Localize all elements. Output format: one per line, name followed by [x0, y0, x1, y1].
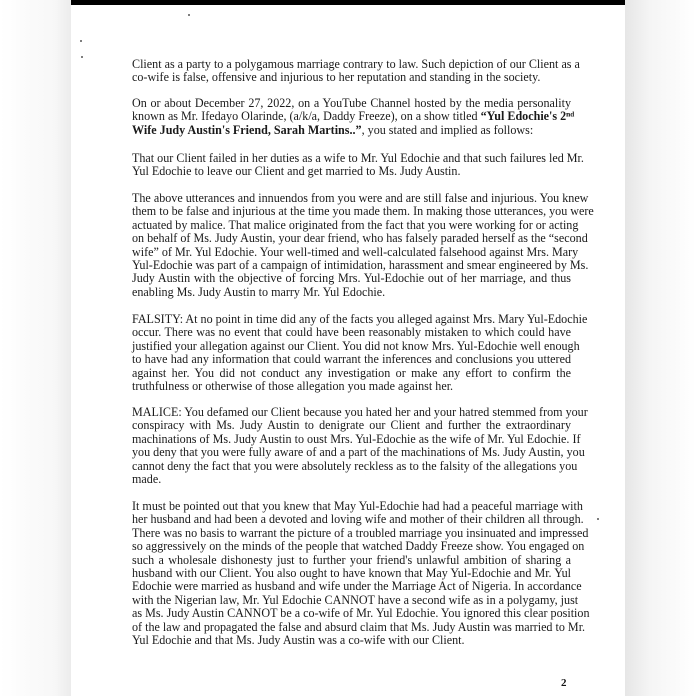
- scan-speck: [80, 40, 82, 42]
- text-line: so aggressively on the minds of the people that watched Daddy Freeze show. You engaged on: [132, 539, 585, 554]
- scan-speck: [188, 14, 190, 16]
- text-line: co-wife is false, offensive and injurious to her reputation and standing in the society.: [132, 70, 541, 85]
- text-line: wife” of Mr. Yul Edochie. Your well-timed and well-calculated falsehood against Mrs. Mary: [132, 244, 579, 259]
- text-line: It must be pointed out that you knew that May Yul-Edochie had had a peaceful marriage with: [132, 499, 583, 513]
- page-number: 2: [561, 677, 567, 689]
- paragraph: [132, 312, 588, 393]
- text-line: Yul Edochie and that Ms. Judy Austin was a co-wife with our Client.: [132, 632, 465, 647]
- text-line: her husband and had been a devoted and loving wife and mother of their children all through.: [132, 512, 584, 527]
- text-line: Yul-Edochie was part of a campaign of intimidation, harassment and smear engineered by Ms.: [132, 257, 589, 272]
- paragraph: [132, 57, 580, 85]
- text-line: conspiracy with Ms. Judy Austin to denigrate our Client and further the extraordinary: [132, 418, 571, 433]
- paragraph: [132, 151, 584, 179]
- text-line: [132, 109, 575, 124]
- text-line: them to be false and injurious at the time you made them. In making those utterances, you were: [132, 204, 594, 219]
- text-line: cannot deny the fact that you were absolutely reckless as to the falsity of the allegations you: [132, 458, 578, 473]
- text-line: such a wholesale dishonesty just to further your friend's unlawful ambition of sharing a: [132, 552, 571, 567]
- text-line: made.: [132, 471, 162, 486]
- text-line: with the Nigerian law, Mr. Yul Edochie CANNOT have a second wife as in a polygamy, just: [132, 592, 579, 607]
- paragraph: [132, 191, 594, 299]
- text-line: you deny that you were fully aware of and a part of the machinations of Ms. Judy Austin, you: [132, 445, 585, 460]
- text-segment: known as Mr. Ifedayo Olarinde, (a/k/a, Daddy Freeze), on a show titled: [132, 109, 481, 124]
- text-line: occur. There was no event that could have been reasonably mistaken to which could have: [132, 325, 571, 340]
- text-line: Client as a party to a polygamous marriage contrary to law. Such depiction of our Client as a: [132, 57, 580, 71]
- scan-speck: [81, 56, 83, 58]
- text-line: FALSITY: At no point in time did any of the facts you alleged against Mrs. Mary Yul-Edochie: [132, 312, 588, 326]
- text-line: machinations of Ms. Judy Austin to oust Mrs. Yul-Edochie as the wife of Mr. Yul Edochie. If: [132, 431, 581, 446]
- text-line: to have had any information that could warrant the inferences and conclusions you uttered: [132, 352, 571, 367]
- text-line: The above utterances and innuendos from you were and are still false and injurious. You knew: [132, 191, 589, 205]
- text-line: There was no basis to warrant the picture of a troubled marriage you insinuated and impressed: [132, 525, 589, 540]
- text-line: as Ms. Judy Austin CANNOT be a co-wife of Mr. Yul Edochie. You ignored this clear position: [132, 606, 590, 621]
- text-line: against her. You did not conduct any investigation or make any effort to confirm the: [132, 365, 571, 380]
- text-line: Judy Austin with the objective of forcing Mrs. Yul-Edochie out of her marriage, and thus: [132, 271, 571, 286]
- paragraph: [132, 499, 590, 647]
- text-line: justified your allegation against our Client. You did not know Mrs. Yul-Edochie well enough: [132, 338, 580, 353]
- scan-speck: [597, 518, 599, 520]
- scan-top-edge: [71, 0, 625, 5]
- text-line: MALICE: You defamed our Client because you hated her and your hatred stemmed from your: [132, 405, 588, 419]
- text-line: Edochie were married as husband and wife under the Marriage Act of Nigeria. In accordance: [132, 579, 582, 594]
- bold-title-text: Wife Judy Austin's Friend, Sarah Martins..”: [132, 122, 362, 137]
- text-line: of the law and propagated the false and absurd claim that Ms. Judy Austin was married to Mr.: [132, 619, 586, 634]
- text-line: on behalf of Ms. Judy Austin, your dear friend, who has falsely paraded herself as the “second: [132, 231, 588, 246]
- text-line: On or about December 27, 2022, on a YouTube Channel hosted by the media personality: [132, 96, 571, 110]
- bold-title-text: “Yul Edochie's 2ⁿᵈ: [480, 109, 575, 124]
- paragraph: [132, 96, 575, 137]
- paragraph: [132, 405, 588, 486]
- text-line: actuated by malice. That malice originated from the fact that you were working for or acting: [132, 217, 579, 232]
- text-line: [132, 124, 571, 137]
- text-line: truthfulness or otherwise of those allegation you made against her.: [132, 378, 454, 393]
- text-line: enabling Ms. Judy Austin to marry Mr. Yul Edochie.: [132, 284, 386, 299]
- text-segment: , you stated and implied as follows:: [361, 122, 534, 137]
- text-line: That our Client failed in her duties as a wife to Mr. Yul Edochie and that such failures led Mr.: [132, 151, 584, 165]
- text-line: husband with our Client. You also ought to have known that May Yul-Edochie and Mr. Yul: [132, 565, 571, 580]
- text-line: Yul Edochie to leave our Client and get married to Ms. Judy Austin.: [132, 164, 461, 179]
